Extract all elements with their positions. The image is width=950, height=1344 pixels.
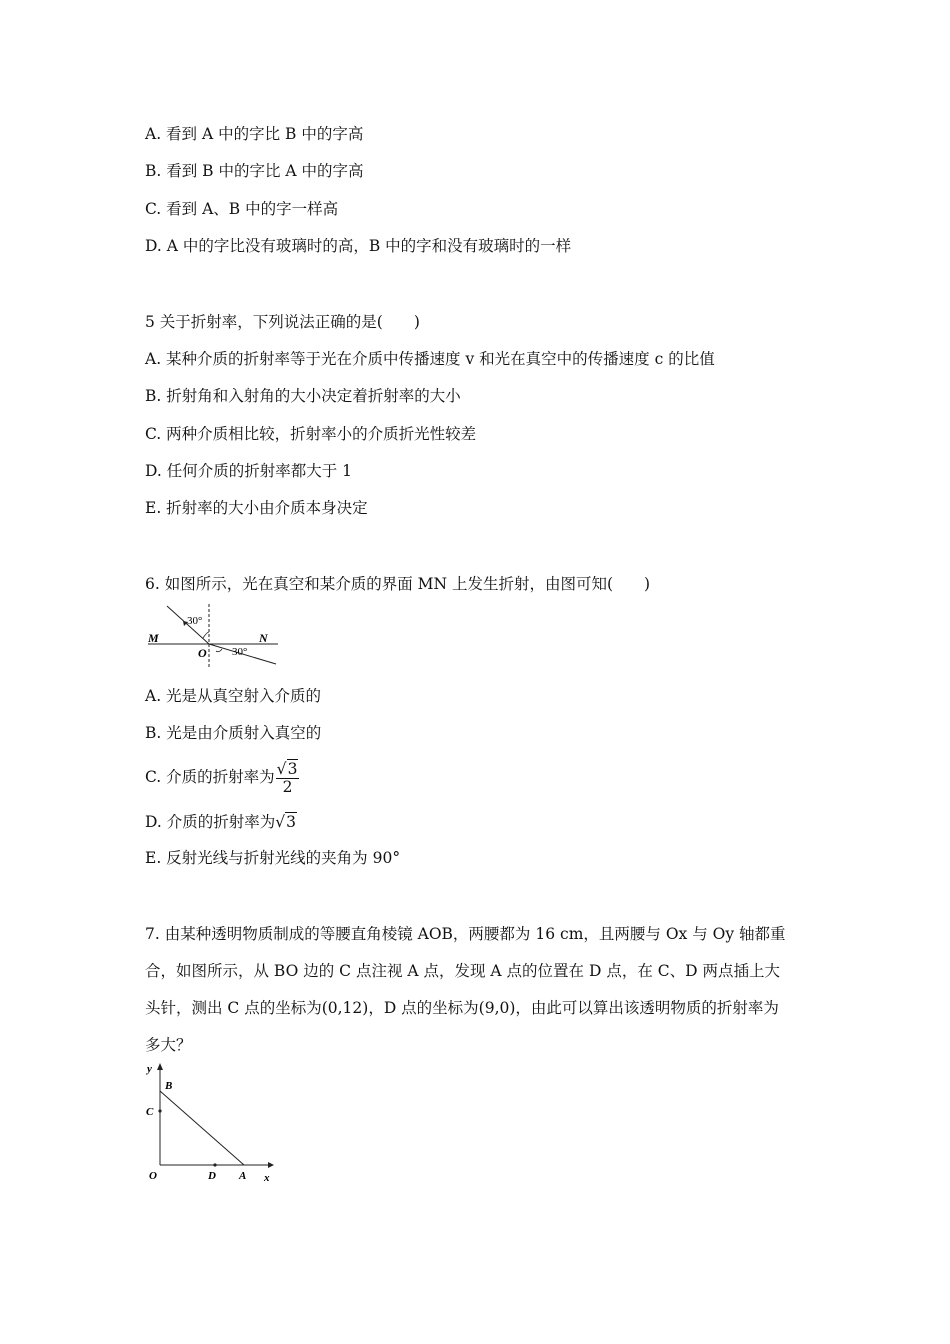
- label-y: y: [147, 1063, 152, 1075]
- label-x: x: [264, 1172, 270, 1184]
- point-c: [158, 1109, 161, 1112]
- q6-option-d: [145, 812, 297, 832]
- label-o: O: [149, 1170, 157, 1182]
- label-b: B: [165, 1080, 173, 1092]
- angle-bottom-label: 30°: [232, 646, 248, 658]
- q7-prism-figure: [140, 1058, 280, 1188]
- label-c: C: [146, 1106, 154, 1118]
- fraction-denominator: 2: [282, 777, 293, 796]
- y-axis-arrow-icon: [157, 1063, 163, 1070]
- q6-refraction-figure: [140, 600, 290, 670]
- q5-option-b: B. 折射角和入射角的大小决定着折射率的大小: [145, 387, 461, 405]
- q5-option-e: E. 折射率的大小由介质本身决定: [145, 499, 368, 517]
- fraction-numerator: 3: [287, 759, 298, 778]
- q6-option-c-prefix: C. 介质的折射率为: [145, 768, 275, 786]
- q6-option-d-prefix: D. 介质的折射率为: [145, 813, 276, 831]
- q7-line-2: 合，如图所示，从 BO 边的 C 点注视 A 点，发现 A 点的位置在 D 点，在 C、D 两点插上大: [145, 962, 780, 980]
- q5-option-d: D. 任何介质的折射率都大于 1: [145, 462, 353, 480]
- q4-option-c: C. 看到 A、B 中的字一样高: [145, 200, 339, 218]
- label-n: N: [259, 631, 268, 645]
- q4-option-b: B. 看到 B 中的字比 A 中的字高: [145, 162, 364, 180]
- label-d: D: [208, 1170, 216, 1182]
- sqrt-radicand: 3: [286, 813, 296, 831]
- label-m: M: [148, 631, 159, 645]
- sqrt-symbol: √: [275, 813, 286, 831]
- q6-option-b: B. 光是由介质射入真空的: [145, 724, 322, 742]
- q6-option-e: E. 反射光线与折射光线的夹角为 90°: [145, 849, 401, 867]
- point-d: [213, 1163, 216, 1166]
- q4-option-d: D. A 中的字比没有玻璃时的高，B 中的字和没有玻璃时的一样: [145, 237, 572, 255]
- x-axis-arrow-icon: [268, 1162, 274, 1168]
- label-o: O: [198, 646, 207, 660]
- sqrt3-over-2-fraction: $\frac{√3}{2}$: [276, 759, 298, 796]
- angle-top-label: 30°: [187, 615, 203, 627]
- q5-stem: 5 关于折射率，下列说法正确的是( ): [145, 313, 420, 331]
- q7-line-3: 头针，测出 C 点的坐标为(0,12)，D 点的坐标为(9,0)，由此可以算出该透明物质的折射率为: [145, 999, 779, 1017]
- q5-option-a: A. 某种介质的折射率等于光在介质中传播速度 v 和光在真空中的传播速度 c 的比值: [145, 350, 715, 368]
- q6-option-c: [145, 758, 299, 796]
- q7-line-1: 7. 由某种透明物质制成的等腰直角棱镜 AOB，两腰都为 16 cm，且两腰与 Ox 与 Oy 轴都重: [145, 925, 786, 943]
- q5-option-c: C. 两种介质相比较，折射率小的介质折光性较差: [145, 425, 477, 443]
- q7-line-4: 多大？: [145, 1036, 192, 1054]
- q6-option-a: A. 光是从真空射入介质的: [145, 687, 322, 705]
- q4-option-a: A. 看到 A 中的字比 B 中的字高: [145, 125, 364, 143]
- label-a: A: [239, 1170, 247, 1182]
- q6-stem: 6. 如图所示，光在真空和某介质的界面 MN 上发生折射，由图可知( ): [145, 575, 651, 593]
- hypotenuse-ab: [160, 1091, 244, 1165]
